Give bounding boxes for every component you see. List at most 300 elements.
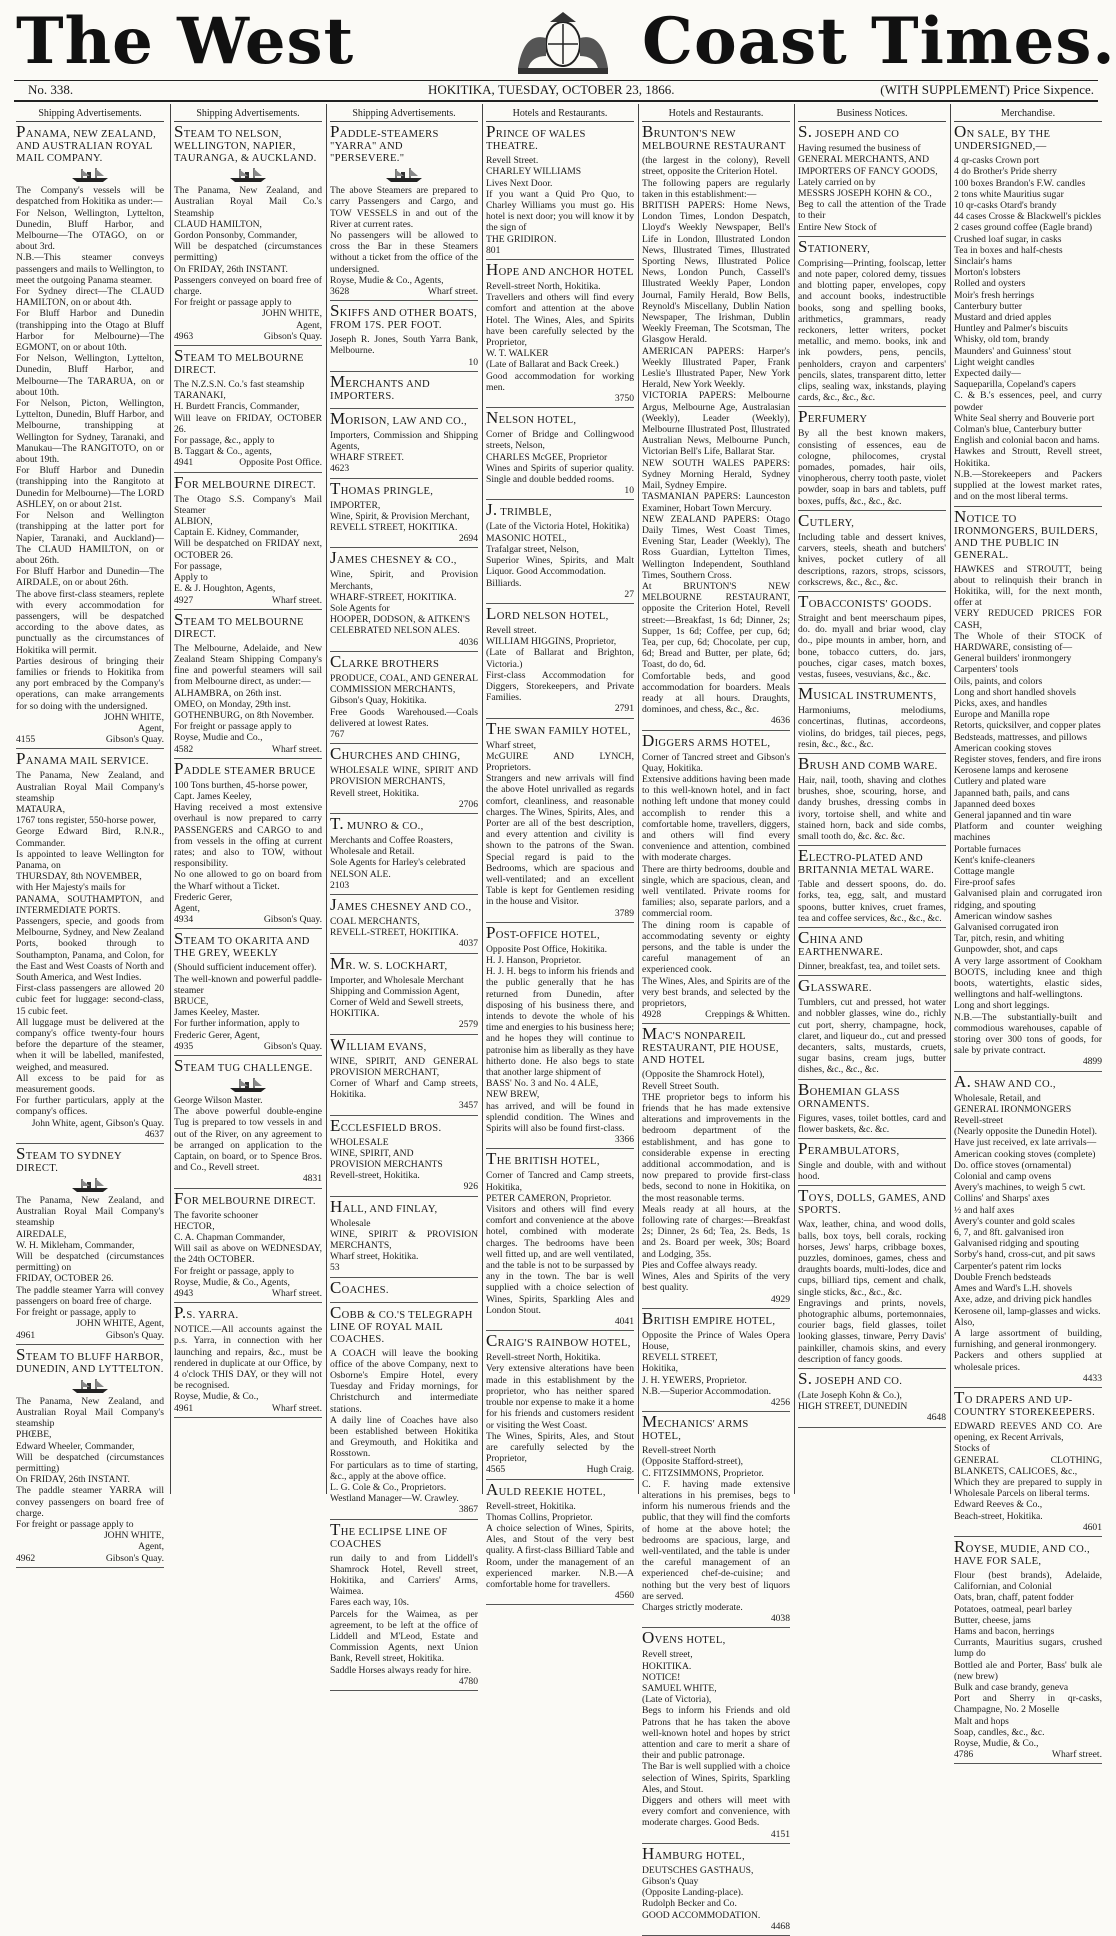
ad-footer: [330, 637, 478, 648]
ad-text: Do. office stoves (ornamental): [954, 1159, 1072, 1171]
advertisement: [486, 408, 634, 500]
column-heading: Shipping Advertisements.: [330, 108, 478, 122]
ad-text: On FRIDAY, 26th INSTANT.: [174, 263, 288, 275]
ad-address: 4037: [458, 938, 478, 950]
ad-text: OMEO, on Monday, 29th inst.: [174, 698, 291, 710]
ad-text: Thomas Collins, Proprietor.: [486, 1511, 593, 1523]
advertisement: [486, 500, 634, 603]
ad-headline: STEAM TO NELSON, WELLINGTON, NAPIER, TAURANGA, & AUCKLAND.: [174, 122, 317, 165]
ad-text: GENERAL IRONMONGERS: [954, 1103, 1072, 1115]
ad-text: Gibson's Quay, Hokitika.: [330, 695, 427, 707]
ad-text: PANAMA, SOUTHAMPTON, and INTERMEDIATE PORTS.: [16, 893, 164, 916]
advertisement: [330, 1302, 478, 1520]
ad-reference-number: 4623: [330, 463, 350, 475]
ad-text: Royse, Mudie & Co., Agents,: [330, 274, 444, 286]
ad-text: Will sail as above on WEDNESDAY, the 24th OCTOBER.: [174, 1243, 322, 1266]
steamship-icon: [228, 1077, 268, 1093]
ad-text: L. G. Cole & Co., Proprietors.: [330, 1482, 447, 1494]
advertisement: [798, 846, 946, 928]
ad-footer: [486, 393, 634, 404]
ad-text: Expected daily—: [954, 368, 1021, 380]
ad-text: N.B.—Superior Accommodation.: [642, 1385, 771, 1397]
ad-text: ½ and half axes: [954, 1204, 1015, 1216]
ad-text: Table and dessert spoons, do. do. forks, tea, egg, salt, and mustard spoons, butter knives, cruet frames, tea and coffee services, &c., &c., &c.: [798, 879, 946, 924]
ad-headline: SKIFFS AND OTHER BOATS, FROM 17S. PER FOOT.: [330, 301, 478, 332]
advertisement: [330, 894, 478, 954]
ad-address: 2791: [614, 703, 634, 715]
ad-text: By all the best known makers, consisting of essences, eau de cologne, philocomes, crystal pomades, pomades, hair oils, vinopherous, cherry tooth paste, violet powder, soap in bars and tablets, puff boxes, puffs, &c., &c., &c.: [798, 428, 946, 507]
ad-headline: ON SALE, BY THE UNDERSIGNED,—: [954, 122, 1051, 153]
ad-text: Mustard and dried apples: [954, 312, 1052, 324]
ad-text: (Late of Ballarat and Brighton, Victoria.): [486, 647, 634, 670]
column-heading: Shipping Advertisements.: [16, 108, 164, 122]
ad-text: Billiards.: [486, 577, 522, 589]
advertisement: [16, 1144, 164, 1345]
issue-number: No. 338.: [28, 82, 74, 97]
advertisement: [798, 976, 946, 1079]
ad-text: The Company's vessels will be despatched from Hokitika as under:—: [16, 185, 164, 208]
ad-signature: JOHN WHITE, Agent,: [76, 1318, 164, 1330]
ad-text: Butter, cheese, jams: [954, 1614, 1031, 1626]
ad-text: For freight or passage, apply to: [174, 1265, 294, 1277]
ad-headline: THE BRITISH HOTEL,: [486, 1149, 600, 1169]
ad-address: Gibson's Quay.: [105, 1552, 164, 1564]
ad-text: CLAUD HAMILTON,: [174, 218, 262, 230]
ad-headline: MORISON, LAW AND CO.,: [330, 408, 467, 428]
advertisement: [954, 122, 1102, 506]
ad-text: Corner of Bridge and Collingwood streets, Nelson,: [486, 429, 634, 452]
ad-headline: LORD NELSON HOTEL,: [486, 603, 609, 623]
ad-address: Gibson's Quay.: [263, 914, 322, 926]
ad-text: Soap, candles, &c., &c.: [954, 1726, 1045, 1738]
advertisement: [486, 1479, 634, 1606]
ad-text: Revell street.: [486, 624, 537, 636]
ad-footer: [486, 1134, 634, 1145]
ad-text: DEUTSCHES GASTHAUS,: [642, 1864, 754, 1876]
ad-text: Portable furnaces: [954, 843, 1021, 855]
ad-text: A choice selection of Wines, Spirits, Ales, and Stout of the very best quality. A first-class Billiard Table and Room, under the management of an experienced marker. N.B.—A comfortable home for travellers.: [486, 1522, 634, 1590]
ad-text: The well-known and powerful paddle-steamer: [174, 973, 322, 996]
ad-text: Trafalgar street, Nelson,: [486, 543, 579, 555]
advertisement: [954, 1387, 1102, 1537]
advertisement: [486, 260, 634, 408]
ad-text: Is appointed to leave Wellington for Panama, on: [16, 848, 164, 871]
ad-headline: ELECTRO-PLATED AND BRITANNIA METAL WARE.: [798, 846, 935, 877]
ad-address: Wharf street.: [271, 743, 322, 755]
ad-reference-number: 4582: [174, 743, 194, 755]
ad-text: Corner of Weld and Sewell streets,: [330, 996, 464, 1008]
ad-reference-number: 4963: [174, 330, 194, 342]
ad-text: SAMUEL WHITE,: [642, 1682, 717, 1694]
ad-headline: BRUSH AND COMB WARE.: [798, 753, 938, 773]
ad-text: Corner of Wharf and Camp streets, Hokitika.: [330, 1077, 478, 1101]
ad-address: 2694: [458, 533, 478, 545]
ad-text: Moir's fresh herrings: [954, 289, 1035, 301]
ad-address: Wharf street.: [427, 286, 478, 298]
ad-text: For Nelson, Wellington, Lyttelton, Dunedin, Bluff Harbor, and Melbourne—The OTAGO, on or about 3rd.: [16, 207, 164, 253]
ad-text: 100 boxes Brandon's F.W. candles: [954, 177, 1086, 189]
ad-text: Oats, bran, chaff, patent fodder: [954, 1592, 1074, 1604]
ad-text: Captain E. Kidney, Commander,: [174, 527, 299, 539]
ad-headline: PADDLE STEAMER BRUCE: [174, 758, 316, 778]
ad-footer: [330, 799, 478, 810]
advertisement: [174, 472, 322, 610]
ad-footer: [174, 331, 322, 342]
ad-text: Canterbury butter: [954, 300, 1022, 312]
advertisement: [486, 718, 634, 923]
column-divider: [638, 104, 639, 1494]
ad-text: HOKITIKA.: [330, 1008, 380, 1020]
ad-address: 10: [468, 356, 478, 368]
ad-address: 4899: [1082, 1056, 1102, 1068]
advertisement: [486, 122, 634, 260]
ad-headline: POST-OFFICE HOTEL,: [486, 922, 600, 942]
ad-text: James Keeley, Master.: [174, 1007, 260, 1019]
ad-text: Register stoves, fenders, and fire irons: [954, 753, 1102, 765]
ad-text: WINE, SPIRIT, AND GENERAL PROVISION MERCHANT,: [330, 1055, 478, 1078]
ad-text: Hair, nail, tooth, shaving and clothes brushes, shoe, scouring, horse, and dandy brushes, dressing combs in ivory, tortoise shell, and white and stained horn, back and side combs, small tooth do, &c. &c. &c.: [798, 774, 946, 842]
advertisement: [954, 1071, 1102, 1388]
ad-text: Cutlery and plated ware: [954, 776, 1046, 788]
column-divider: [950, 104, 951, 1494]
ad-text: Passengers, specie, and goods from Melbourne, Sydney, and New Zealand Ports, booked through to Southampton, Panama, and Colon, for the East and West Coasts of North and South America, and West Indies.: [16, 916, 164, 984]
ad-footer: [16, 1330, 164, 1341]
ad-reference-number: 53: [330, 1262, 340, 1274]
masthead-title-right: Coast Times.: [642, 4, 1116, 79]
advertisement: [174, 929, 322, 1056]
ad-text: REVELL STREET,: [642, 1352, 718, 1364]
ad-text: The favorite schooner: [174, 1209, 259, 1221]
ad-text: Sorby's hand, cross-cut, and pit saws: [954, 1249, 1096, 1261]
ad-text: A very large assortment of Cookham BOOTS, including knee and thigh boots, watertights, elastic sides, wellingtons and half-wellingtons.: [954, 955, 1102, 1001]
ad-text: Avery's machines, to weigh 5 cwt.: [954, 1182, 1086, 1194]
ad-text: REVELL-STREET, HOKITIKA.: [330, 927, 459, 939]
ad-headline: STEAM TO MELBOURNE DIRECT.: [174, 609, 304, 640]
column-heading: Merchandise.: [954, 108, 1102, 122]
ad-text: Ames and Ward's L.H. shovels: [954, 1283, 1073, 1295]
ad-text: Kerosene oil, lamp-glasses and wicks.: [954, 1305, 1101, 1317]
ad-headline: DIGGERS ARMS HOTEL,: [642, 730, 771, 750]
ad-text: (Late of the Victoria Hotel, Hokitika): [486, 521, 630, 533]
ad-text: Galvanised plain and corrugated iron ridging, and spouting: [954, 888, 1102, 911]
ad-footer: [486, 1464, 634, 1475]
ad-reference-number: 4961: [16, 1329, 36, 1341]
ad-address: Gibson's Quay.: [105, 734, 164, 746]
ad-text: Long and short leggings.: [954, 1000, 1050, 1012]
ad-headline: A. SHAW AND CO.,: [954, 1071, 1056, 1091]
ad-text: MASONIC HOTEL,: [486, 532, 567, 544]
ad-text: Westland Manager—W. Crawley.: [330, 1493, 459, 1505]
ad-signature: Agent,: [138, 722, 164, 734]
ad-signature: JOHN WHITE,: [103, 1530, 164, 1542]
advertisement: [330, 1519, 478, 1691]
ad-text: NEW ZEALAND PAPERS: Otago Daily Times, West Coast Times, Evening Star, Leader (Weekly), The Ross Guardian, Lyttelton Times, Wellington Independent, Southland Times, Southern Cross.: [642, 513, 790, 581]
ad-text: ALHAMBRA, on 26th inst.: [174, 687, 282, 699]
ad-text: Sinclair's hams: [954, 256, 1012, 268]
ad-address: 4433: [1082, 1372, 1102, 1384]
ad-text: Royse, Mudie, & Co.,: [174, 1391, 259, 1403]
ad-address: Wharf street.: [1051, 1749, 1102, 1761]
ad-headline: STEAM TO SYDNEY DIRECT.: [16, 1144, 122, 1175]
ad-text: Diggers and others will meet with every comfort and convenience, with moderate charges. Good Beds.: [642, 1795, 790, 1829]
ad-text: Saddle Horses always ready for hire.: [330, 1664, 472, 1676]
ad-text: Bottled ale and Porter, Bass' bulk ale (new brew): [954, 1659, 1102, 1682]
advertisement: [798, 1139, 946, 1186]
advertisement: [330, 371, 478, 409]
ad-text: N.B.—This steamer conveys passengers and mails to Wellington, to meet the outgoing Panama steamer.: [16, 252, 164, 286]
ad-text: Carpenters' tools: [954, 664, 1019, 676]
ad-text: The Whole of their STOCK of HARDWARE, consisting of—: [954, 630, 1102, 653]
ad-text: Free Goods Warehoused.—Coals delivered at lowest Rates.: [330, 706, 478, 729]
ad-address: 2579: [458, 1019, 478, 1031]
ad-text: The paddle steamer YARRA will convey passengers on board free of charge.: [16, 1485, 164, 1519]
ad-text: FRIDAY, OCTOBER 26.: [16, 1273, 114, 1285]
ad-headline: CUTLERY,: [798, 510, 855, 530]
ad-text: THURSDAY, 8th NOVEMBER,: [16, 871, 142, 883]
ad-text: Wholesale and Retail.: [330, 846, 415, 858]
ad-text: Revell-street, Hokitika.: [330, 1170, 420, 1182]
ad-footer: [642, 1829, 790, 1840]
ad-text: Potatoes, oatmeal, pearl barley: [954, 1603, 1073, 1615]
ad-headline: COBB & CO.'S TELEGRAPH LINE OF ROYAL MAIL COACHES.: [330, 1302, 473, 1345]
ad-headline: FOR MELBOURNE DIRECT.: [174, 472, 316, 492]
ad-footer: [174, 595, 322, 606]
ad-text: (Opposite Landing-place).: [642, 1887, 744, 1899]
ad-headline: NOTICE TO IRONMONGERS, BUILDERS, AND THE PUBLIC IN GENERAL.: [954, 506, 1099, 561]
ad-text: McGUIRE AND LYNCH, Proprietors.: [486, 750, 634, 773]
ad-text: First-class passengers are allowed 20 cubic feet for luggage: second-class, 15 cubic feet.: [16, 983, 164, 1017]
column-heading: Business Notices.: [798, 108, 946, 122]
ad-text: Harmoniums, melodiums, concertinas, flutinas, accordeons, violins, do bridges, tail pieces, pegs, resin, &c., &c., &c.: [798, 705, 946, 750]
ad-headline: MERCHANTS AND IMPORTERS.: [330, 371, 430, 402]
ad-text: Fares each way, 10s.: [330, 1597, 410, 1609]
ad-text: MATAURA,: [16, 803, 66, 815]
ad-text: (Late Joseph Kohn & Co.),: [798, 1390, 902, 1402]
ad-footer: [798, 1412, 946, 1423]
ad-text: Good accommodation for working men.: [486, 370, 634, 393]
ad-text: Frederic Gerer, Agent,: [174, 1029, 260, 1041]
ad-text: Wines, Ales and Spirits of the very best quality.: [642, 1271, 790, 1294]
ad-footer: [330, 533, 478, 544]
ad-text: WHOLESALE WINE, SPIRIT AND PROVISION MERCHANTS,: [330, 765, 478, 788]
advertisement: [330, 1115, 478, 1197]
column-divider: [326, 104, 327, 1494]
ad-text: English and colonial bacon and hams.: [954, 435, 1100, 447]
ad-text: For further information, apply to: [174, 1018, 300, 1030]
ad-reference-number: 4927: [174, 594, 194, 606]
ad-text: THE GRIDIRON.: [486, 233, 557, 245]
ad-text: Shipping and Commission Agent,: [330, 985, 460, 997]
ad-footer: [954, 1373, 1102, 1384]
ad-text: Wholesale, Retail, and: [954, 1092, 1041, 1104]
column-divider: [482, 104, 483, 1494]
ad-footer: [16, 1553, 164, 1564]
ad-text: A daily line of Coaches have also been established between Hokitika and Greymouth, and Hokitika and Rosstown.: [330, 1414, 478, 1460]
ad-text: Hokitika,: [642, 1363, 678, 1375]
advertisement: [798, 407, 946, 510]
column-2: [174, 108, 322, 1494]
column-4: [486, 108, 634, 1602]
ad-headline: CRAIG'S RAINBOW HOTEL,: [486, 1331, 631, 1351]
ad-text: GOTHENBURG, on 8th November.: [174, 709, 314, 721]
ad-text: Collins' and Sharps' axes: [954, 1193, 1050, 1205]
column-heading: Hotels and Restaurants.: [642, 108, 790, 122]
ad-text: J. H. YEWERS, Proprietor.: [642, 1374, 747, 1386]
ad-headline: PERFUMERY: [798, 407, 868, 427]
ad-text: Avery's counter and gold scales: [954, 1215, 1075, 1227]
ad-text: There are thirty bedrooms, double and single, which are spacious, clean, and well ventilated. Private rooms for families; also, separate parlors, and a commercial room.: [642, 863, 790, 920]
advertisement: [642, 1412, 790, 1628]
ad-signature: John White, agent, Gibson's Quay.: [31, 1117, 164, 1129]
ad-text: EDWARD REEVES AND CO. Are opening, ex Recent Arrivals,: [954, 1420, 1102, 1444]
ad-text: Galvanised ridging and spouting: [954, 1238, 1079, 1250]
ad-text: N.B.—The substantially-built and commodious warehouses, capable of storing over 300 tons of goods, for sale by private contract.: [954, 1011, 1102, 1057]
advertisement: [798, 1369, 946, 1428]
ad-headline: GLASSWARE.: [798, 976, 872, 996]
ad-text: Japanned bath, pails, and cans: [954, 787, 1070, 799]
ad-address: 10: [624, 485, 634, 497]
ad-text: Gibson's Quay: [642, 1876, 699, 1888]
advertisement: [798, 510, 946, 592]
ad-text: Gunpowder, shot, and caps: [954, 944, 1058, 956]
ad-text: Passengers conveyed on board free of charge.: [174, 274, 322, 298]
advertisement: [330, 122, 478, 301]
ad-footer: [954, 1056, 1102, 1067]
ad-footer: [486, 703, 634, 714]
advertisement: [174, 609, 322, 759]
column-6: [798, 108, 946, 1494]
ad-address: Gibson's Quay.: [263, 330, 322, 342]
ad-text: Edward Wheeler, Commander,: [16, 1440, 135, 1452]
ad-text: Morton's lobsters: [954, 267, 1021, 279]
column-divider: [794, 104, 795, 1494]
ad-signature: JOHN WHITE,: [103, 711, 164, 723]
ad-text: (Opposite Stafford-street),: [642, 1456, 744, 1468]
ad-footer: [486, 589, 634, 600]
advertisement: [642, 1628, 790, 1843]
place-date: HOKITIKA, TUESDAY, OCTOBER 23, 1866.: [428, 82, 675, 97]
ad-text: Revell-street North, Hokitika.: [486, 281, 601, 293]
ad-text: Bedsteads, mattresses, and pillows: [954, 731, 1087, 743]
ad-text: Apply to: [174, 572, 208, 584]
ad-text: Frederic Gerer,: [174, 891, 233, 903]
ad-headline: HALL, AND FINLAY,: [330, 1196, 438, 1216]
ad-text: Sole Agents for: [330, 603, 390, 615]
advertisement: [330, 408, 478, 479]
ad-address: Wharf street.: [271, 1288, 322, 1300]
ad-text: CHARLEY WILLIAMS: [486, 166, 582, 178]
ad-text: Kerosene lamps and kerosene: [954, 765, 1069, 777]
ad-text: Whisky, old tom, brandy: [954, 334, 1050, 346]
ad-text: On FRIDAY, 26th INSTANT.: [16, 1474, 130, 1486]
column-7: [954, 108, 1102, 1761]
ad-text: Platform and counter weighing machines: [954, 821, 1102, 844]
ad-headline: NELSON HOTEL,: [486, 408, 577, 428]
ad-text: The above powerful double-engine Tug is prepared to tow vessels in and out of the River, on any agreement to be arranged on application to the Captain, on board, or to Spence Bros. and Co., Revell street.: [174, 1106, 322, 1174]
ad-headline: HOPE AND ANCHOR HOTEL: [486, 260, 634, 280]
ad-text: Carpenter's patent rim locks: [954, 1260, 1062, 1272]
ad-address: 3366: [614, 1134, 634, 1146]
ad-text: GOOD ACCOMMODATION.: [642, 1909, 761, 1921]
ad-headline: STEAM TUG CHALLENGE.: [174, 1056, 313, 1075]
steamship-icon: [384, 167, 424, 183]
ad-text: CHARLES McGEE, Proprietor: [486, 451, 608, 463]
ad-headline: PERAMBULATORS,: [798, 1139, 900, 1158]
ad-text: Packers and others supplied at wholesale prices.: [954, 1350, 1102, 1373]
ad-text: E. & J. Houghton, Agents,: [174, 583, 276, 595]
ad-text: The dining room is capable of accommodating seventy or eighty persons, and the table is under the careful management of an experienced cook.: [642, 919, 790, 976]
ad-text: The Panama, New Zealand, and Australian Royal Mail Company's steamship: [16, 1395, 164, 1430]
ad-text: B. Taggart & Co., agents,: [174, 446, 272, 458]
ad-text: Capt. James Keeley,: [174, 790, 252, 802]
ad-text: Revell-street, Hokitika.: [486, 1500, 576, 1512]
ad-text: 2 cases ground coffee (Eagle brand): [954, 222, 1093, 234]
ad-text: (Late of Ballarat and Back Creek.): [486, 359, 619, 371]
ad-headline: TOBACCONISTS' GOODS.: [798, 591, 932, 611]
ad-text: Royse, Mudie, & Co., Agents,: [174, 1276, 290, 1288]
ad-address: 4256: [770, 1396, 790, 1408]
ad-footer: [642, 1397, 790, 1408]
ad-address: 4929: [770, 1293, 790, 1305]
ad-text: 100 Tons burthen, 45-horse power,: [174, 779, 308, 791]
ad-text: The Melbourne, Adelaide, and New Zealand Steam Shipping Company's fine and powerful steamers will sail from Melbourne direct, as under:—: [174, 642, 322, 688]
ad-footer: [642, 715, 790, 726]
ad-text: NEW BREW,: [486, 1089, 540, 1101]
ad-reference-number: 801: [486, 244, 501, 256]
ad-text: CELEBRATED NELSON ALES.: [330, 625, 460, 637]
ad-reference-number: 2103: [330, 879, 350, 891]
advertisement: [954, 506, 1102, 1072]
ad-text: The paddle steamer Yarra will convey passengers on board free of charge.: [16, 1284, 164, 1307]
ad-headline: CHINA AND EARTHENWARE.: [798, 927, 884, 958]
ad-text: For freight or passage apply to: [174, 721, 292, 733]
ad-text: NEW SOUTH WALES PAPERS: Sydney Morning Herald, Sydney Mail, Sydney Empire.: [642, 457, 790, 492]
ad-address: 4636: [770, 715, 790, 727]
ad-reference-number: 4565: [486, 1464, 506, 1476]
ad-text: Very extensive alterations have been made in this establishment by the proprietor, who has neither spared trouble nor expense to make it a home for his friends and customers resident or visiting the West Coast.: [486, 1363, 634, 1431]
ad-text: All luggage must be delivered at the company's office twenty-four hours before the departure of the steamer, when it will be labelled, manifested, weighed, and measured.: [16, 1016, 164, 1073]
ad-text: Wharf street, Hokitika.: [330, 1251, 419, 1263]
ad-text: Superior Wines, Spirits, and Malt Liquor. Good Accommodation.: [486, 555, 634, 578]
ad-text: For Sydney direct—The CLAUD HAMILTON, on or about 4th.: [16, 286, 164, 309]
ad-signature: JOHN WHITE,: [261, 308, 322, 320]
ad-headline: ECCLESFIELD BROS.: [330, 1115, 442, 1135]
ad-text: Currants, Mauritius sugars, crushed lump do: [954, 1637, 1102, 1660]
ad-text: has arrived, and will be found in splendid condition. The Wines and Spirits will also be found first-class.: [486, 1100, 634, 1135]
ad-text: Rudolph Becker and Co.: [642, 1898, 737, 1910]
ad-text: Galvanised corrugated iron: [954, 922, 1059, 933]
advertisement: [16, 1344, 164, 1568]
advertisement: [174, 1188, 322, 1304]
ad-text: First-class Accommodation for Diggers, Storekeepers, and Private Families.: [486, 669, 634, 704]
ad-text: Parties desirous of bringing their families or friends to Hokitika from any port embraced by the Company's operations, can make arrangements for so doing with the undersigned.: [16, 655, 164, 712]
ad-text: Lives Next Door.: [486, 177, 553, 189]
ad-footer: [486, 1590, 634, 1601]
ad-text: H. J. H. begs to inform his friends and the public generally that he has returned from Dunedin, after disposing of his business there, and intends to devote the whole of his time and energies to his business here; and he hopes they will continue to patronise him as liberally as they have hitherto done. He also begs to state that another large shipment of: [486, 966, 634, 1079]
ad-footer: [174, 914, 322, 925]
ad-text: Which they are prepared to supply in Wholesale Parcels on liberal terms.: [954, 1476, 1102, 1500]
ad-text: Hams and bacon, herrings: [954, 1625, 1055, 1637]
ad-text: Flour (best brands), Adelaide, Californian, and Colonial: [954, 1569, 1102, 1593]
ad-text: AIREDALE,: [16, 1228, 67, 1240]
ad-text: Revell Street South.: [642, 1080, 720, 1092]
ad-address: 4780: [458, 1675, 478, 1687]
ad-headline: BOHEMIAN GLASS ORNAMENTS.: [798, 1079, 900, 1110]
ad-footer: [330, 357, 478, 368]
ad-text: HAWKES and STROUTT, being about to relinquish their branch in Hokitika, will, for the next month, offer at: [954, 563, 1102, 609]
ad-headline: OVENS HOTEL,: [642, 1628, 726, 1648]
ad-text: Have just received, ex late arrivals—: [954, 1137, 1097, 1149]
